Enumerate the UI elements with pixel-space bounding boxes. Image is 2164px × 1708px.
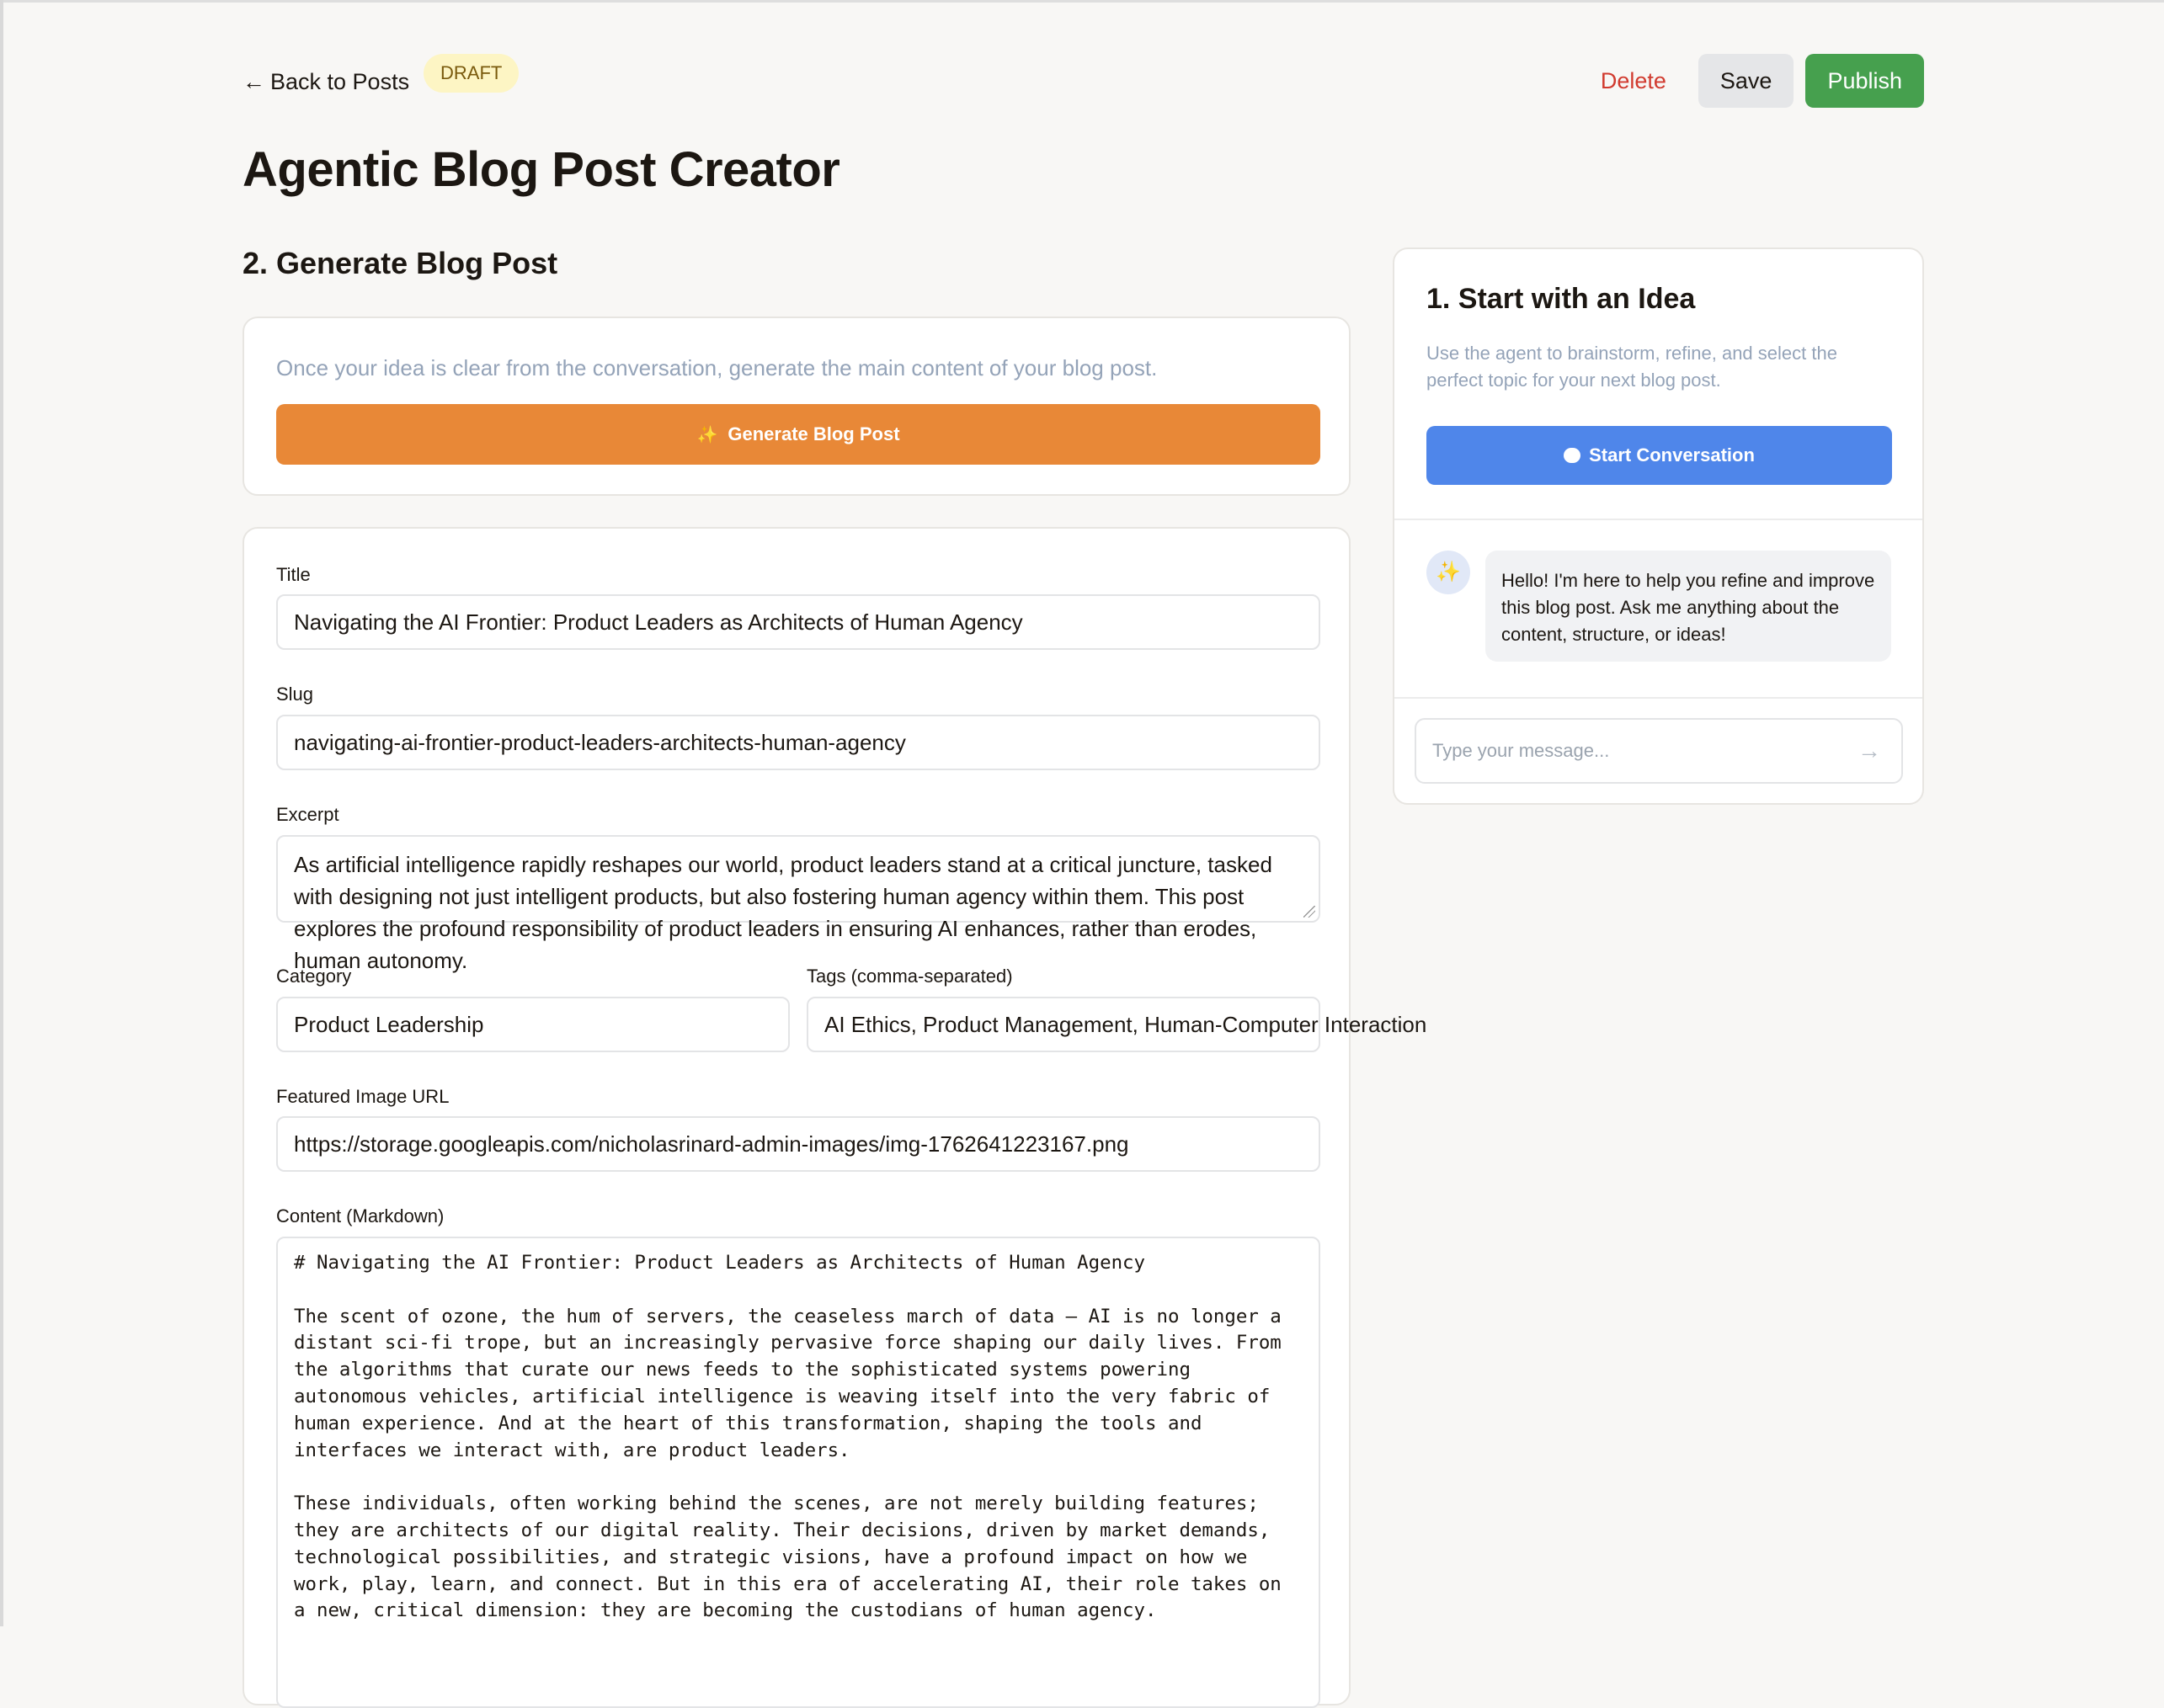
delete-button[interactable]: Delete: [1580, 54, 1687, 108]
title-label: Title: [276, 564, 311, 585]
slug-field[interactable]: navigating-ai-frontier-product-leaders-architects-human-agency: [276, 715, 1320, 770]
back-to-posts-label: Back to Posts: [270, 69, 410, 94]
featured-image-url-field[interactable]: https://storage.googleapis.com/nicholasrinard-admin-images/img-1762641223167.png: [276, 1116, 1320, 1172]
content-markdown-textarea[interactable]: # Navigating the AI Frontier: Product Leaders as Architects of Human Agency The scent of ozone, the hum of servers, the ceaseless march of data — AI is no longer a distant sci-fi trope, but an increasingly pervasive force shaping our daily lives. From the algorithms that curate our news feeds to the sophisticated systems powering autonomous vehicles, artificial intelligence is weaving itself into the very fabric of human experience. And at the heart of this transformation, shaping the tools and interfaces we interact with, are product leaders. These individuals, often working behind the scenes, are not merely building features; they are architects of our digital reality. Their decisions, driven by market demands, technological possibilities, and strategic visions, have a profound impact on how we work, play, learn, and connect. But in this era of accelerating AI, their role takes on a new, critical dimension: they are becoming the custodians of human agency.: [276, 1237, 1320, 1708]
header-actions: [1580, 54, 1924, 108]
slug-label: Slug: [276, 684, 314, 705]
assistant-avatar: ✨: [1426, 551, 1470, 594]
title-field[interactable]: Navigating the AI Frontier: Product Leaders as Architects of Human Agency: [276, 594, 1320, 650]
send-arrow-icon[interactable]: →: [1858, 737, 1881, 764]
excerpt-label: Excerpt: [276, 804, 339, 825]
excerpt-text: As artificial intelligence rapidly reshapes our world, product leaders stand at a critical juncture, tasked with designing not just intelligent products, but also fostering human agency within them. This post explores the profound responsibility of product leaders in ensuring AI enhances, rather than erodes, human autonomy.: [294, 852, 1272, 973]
category-label: Category: [276, 966, 352, 987]
tags-field[interactable]: AI Ethics, Product Management, Human-Computer Interaction: [807, 997, 1320, 1052]
generate-blog-post-button[interactable]: [276, 404, 1320, 465]
idea-panel-description: Use the agent to brainstorm, refine, and select the perfect topic for your next blog post.: [1426, 343, 1837, 391]
top-bar: [243, 54, 1924, 109]
generate-button-label: Generate Blog Post: [728, 423, 900, 444]
window-left-edge: [0, 0, 3, 1626]
panel-divider: [1394, 519, 1922, 520]
window-top-edge: [0, 0, 2164, 3]
start-conversation-label: Start Conversation: [1589, 444, 1755, 466]
excerpt-textarea[interactable]: [276, 835, 1320, 973]
panel-divider: [1394, 697, 1922, 699]
generate-card: [243, 317, 1351, 496]
chat-message-input[interactable]: [1415, 718, 1903, 784]
generate-description: Once your idea is clear from the conversation, generate the main content of your blog post.: [276, 355, 1158, 380]
assistant-message-bubble: Hello! I'm here to help you refine and improve this blog post. Ask me anything about the content, structure, or ideas!: [1485, 551, 1891, 662]
arrow-left-icon: ←: [243, 69, 265, 94]
featured-image-label: Featured Image URL: [276, 1086, 450, 1107]
category-field[interactable]: Product Leadership: [276, 997, 790, 1052]
resize-handle-icon[interactable]: [1303, 906, 1315, 918]
page-title: Agentic Blog Post Creator: [243, 142, 840, 197]
post-form-card: [243, 527, 1427, 1705]
start-conversation-button[interactable]: [1426, 426, 1892, 485]
tags-label: Tags (comma-separated): [807, 966, 1013, 987]
back-to-posts-link[interactable]: [243, 59, 409, 104]
sparkles-icon: ✨: [696, 426, 718, 444]
publish-button[interactable]: Publish: [1805, 54, 1924, 108]
section-title-generate: 2. Generate Blog Post: [243, 246, 558, 280]
chat-bubble-icon: [1564, 448, 1580, 463]
idea-panel-title: 1. Start with an Idea: [1426, 283, 1696, 315]
content-label: Content (Markdown): [276, 1205, 445, 1226]
status-badge: DRAFT: [424, 54, 519, 93]
idea-agent-panel: [1393, 247, 1924, 805]
save-button[interactable]: Save: [1698, 54, 1794, 108]
